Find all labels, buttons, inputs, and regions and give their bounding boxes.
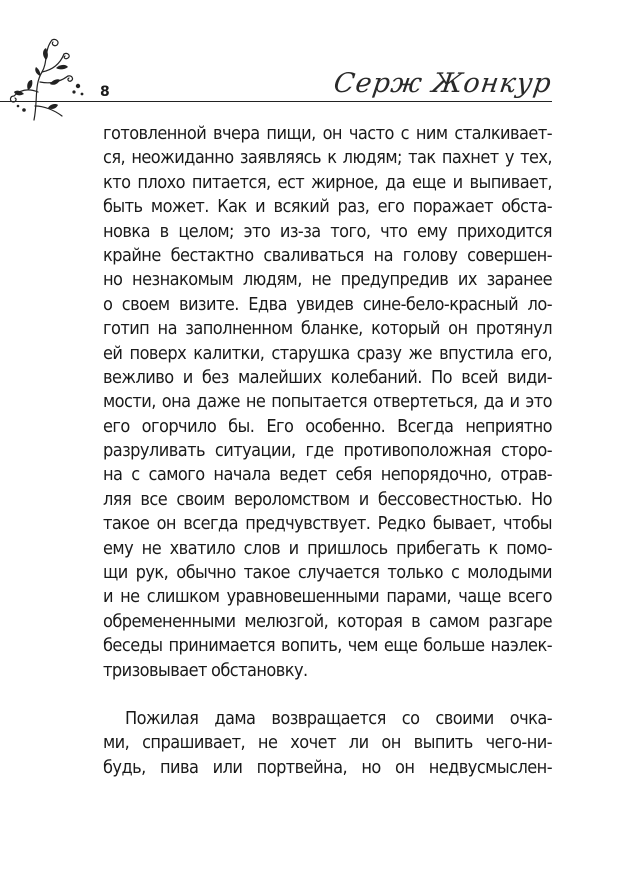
text-line: и не слишком уравновешенными парами, чаще всего [103,586,552,608]
text-line: Пожилая дама возвращается со своими очка- [125,707,552,729]
header-rule [0,101,552,102]
floral-vine-ornament-icon [4,30,94,122]
text-line: новка в целом; это из-за того, что ему приходится [103,220,552,242]
text-line: готип на заполненном бланке, который он протянул [103,318,552,340]
paragraph [103,707,552,780]
text-line: вежливо и без малейших колебаний. По всей види- [103,366,552,388]
text-line: ему не хватило слов и пришлось прибегать к помо- [103,537,552,559]
text-line: его огорчило бы. Его особенно. Всегда неприятно [103,415,552,437]
paragraph-gap [103,683,552,707]
text-line: ей поверх калитки, старушка сразу же впустила его, [103,342,552,364]
text-line: быть может. Как и всякий раз, его поражает обста- [103,196,552,218]
body-text [103,122,552,780]
text-line: готовленной вчера пищи, он часто с ним сталкивает- [103,123,552,144]
text-line: обремененными мелюзгой, которая в самом разгаре [103,610,552,632]
text-line: щи рук, обычно такое случается только с молодыми [103,562,552,584]
text-line: о своем визите. Едва увидев сине-бело-красный ло- [103,293,552,315]
text-line: такое он всегда предчувствует. Редко бывает, чтобы [103,513,552,535]
text-line: но незнакомым людям, не предупредив их заранее [103,269,552,291]
text-line: ми, спрашивает, не хочет ли он выпить чего-ни- [103,732,552,754]
running-head-author: Серж Жонкур [332,68,555,99]
text-line: ляя все своим вероломством и бессовестностью. Но [103,488,552,510]
paragraph [103,122,552,683]
page-number: 8 [100,84,110,100]
text-line: мости, она даже не попытается отвертеться, да и это [103,391,552,413]
text-line: тризовывает обстановку. [103,659,308,681]
text-line: будь, пива или портвейна, но он недвусмыслен- [103,756,552,778]
text-line: кто плохо питается, ест жирное, да еще и выпивает, [103,171,552,193]
text-line: на с самого начала ведет себя непорядочно, отрав- [103,464,552,486]
text-line: ся, неожиданно заявляясь к людям; так пахнет у тех, [103,147,552,169]
text-line: беседы принимается вопить, чем еще больше наэлек- [103,635,552,657]
text-line: крайне бестактно сваливаться на голову совершен- [103,244,552,266]
text-line: разруливать ситуации, где противоположная сторо- [103,440,552,462]
